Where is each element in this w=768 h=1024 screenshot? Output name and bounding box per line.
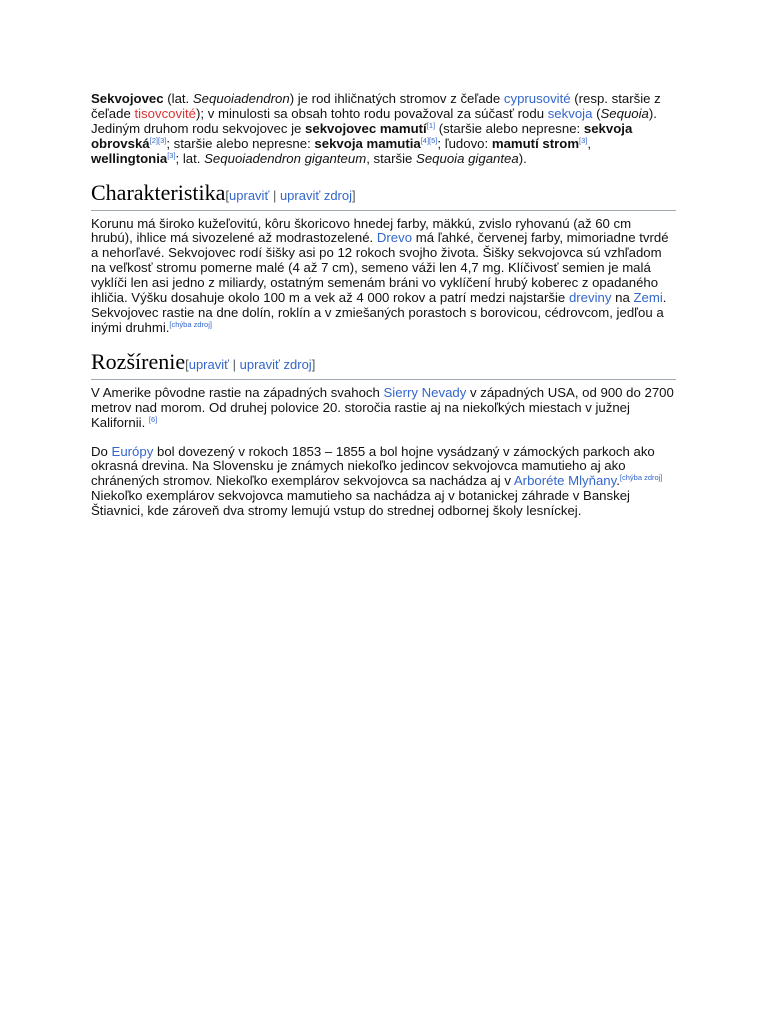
text: ; lat. [175, 150, 205, 166]
reference-link[interactable]: [3] [579, 135, 588, 145]
text: má ľahké, červenej farby, mimoriadne tvrdé a nehorľavé. Sekvojovec rodí šišky asi po 12 rokoch svojho života. Šišky sekvojovca sú vzhľadom na veľkosť stromu pomerne malé (4 až 7 cm), semeno váži len 4,7 mg. Klíčivosť semien je malá vyklíči len asi jedno z miliardy, ostatným semenám bráni vo vyklíčení hrubý koberec z opadaného ihličia. Výšku dosahuje okolo 100 m a vek až 4 000 rokov a patrí medzi najstaršie [91, 230, 669, 306]
reference-link[interactable]: [4][5] [420, 135, 438, 145]
latin-name: Sequoiadendron giganteum [204, 150, 367, 166]
reference-link[interactable]: [3] [167, 150, 176, 160]
separator: | [229, 356, 240, 372]
edit-link[interactable]: upraviť [229, 187, 270, 203]
citation-needed-link[interactable]: [chýba zdroj] [169, 319, 212, 329]
bracket: [ [225, 187, 230, 203]
link-zemi[interactable]: Zemi [633, 290, 663, 306]
link-europy[interactable]: Európy [111, 443, 154, 459]
species-name: wellingtonia [91, 150, 168, 166]
characteristics-paragraph [91, 217, 676, 336]
title-term: Sekvojovec [91, 91, 164, 106]
heading-text: Charakteristika [91, 179, 226, 205]
text: na [611, 290, 634, 306]
edit-section [185, 357, 315, 372]
latin-name: Sequoia gigantea [416, 150, 519, 166]
text: ; ľudovo: [437, 135, 492, 151]
text: (resp. staršie z čeľade [91, 91, 661, 121]
text: Niekoľko exemplárov sekvojovca mamutieho sa nachádza aj v botanickej záhrade v Banskej Štiavnici, kde zároveň dva stromy lemujú vstup do strednej odbornej školy lesníckej. [91, 488, 630, 519]
reference-link[interactable]: [1] [426, 120, 436, 130]
text: (staršie alebo nepresne: [435, 120, 584, 136]
reference-link[interactable]: [2][3] [149, 135, 167, 145]
distribution-paragraph-2 [91, 445, 676, 520]
bracket: ] [352, 187, 356, 203]
text: . [616, 473, 620, 489]
text: ) je rod ihličnatých stromov z čeľade [289, 91, 504, 106]
species-name: sekvojovec mamutí [305, 120, 427, 136]
text: ; staršie alebo nepresne: [166, 135, 315, 151]
edit-source-link[interactable]: upraviť zdroj [279, 187, 353, 203]
citation-needed-link[interactable]: [chýba zdroj] [619, 473, 663, 483]
edit-section [225, 188, 355, 203]
latin-name: Sequoiadendron [192, 91, 290, 106]
bracket: [ [185, 356, 189, 372]
link-cyprusovite[interactable]: cyprusovité [503, 91, 571, 106]
text: V Amerike pôvodne rastie na západných svahoch [91, 384, 384, 400]
text: bol dovezený v rokoch 1853 – 1855 a bol hojne vysádzaný v zámockých parkoch ako okrasná drevina. Na Slovensku je známych niekoľko jedincov sekvojovca mamutieho aj ako chránených stromov. Niekoľko exemplárov sekvojovca sa nachádza aj v [91, 443, 655, 489]
text: , [587, 135, 592, 151]
link-dreviny[interactable]: dreviny [568, 290, 612, 306]
species-name: sekvoja mamutia [314, 135, 421, 151]
text: (lat. [163, 91, 193, 106]
text: . Sekvojovec rastie na dne dolín, roklín a v zmiešaných porastoch s borovicou, cédrovcom, jedľou a inými druhmi. [91, 290, 667, 335]
link-arborete-mlynany[interactable]: Arboréte Mlyňany [513, 473, 617, 489]
latin-name: Sequoia [600, 105, 649, 121]
species-name: mamutí strom [491, 135, 580, 151]
separator: | [269, 187, 280, 203]
edit-source-link[interactable]: upraviť zdroj [239, 356, 312, 372]
text: ). Jediným druhom rodu sekvojovec je [91, 105, 657, 136]
species-name: sekvoja obrovská [91, 120, 633, 151]
text: ); v minulosti sa obsah tohto rodu považoval za súčasť rodu [196, 105, 548, 121]
link-drevo[interactable]: Drevo [376, 230, 413, 246]
link-tisovcovite[interactable]: tisovcovité [134, 105, 197, 121]
text: Korunu má široko kužeľovitú, kôru škoricovo hnedej farby, mäkkú, zvislo ryhovanú (až 60 cm hrubú), ihlice má sivozelené až modrastozelené. [91, 215, 632, 246]
text: , staršie [366, 150, 417, 166]
reference-link[interactable]: [6] [148, 414, 158, 424]
text: ( [592, 105, 601, 121]
heading-text: Rozšírenie [91, 348, 186, 374]
link-sekvoja[interactable]: sekvoja [547, 105, 593, 121]
text: Do [91, 443, 112, 459]
text: ). [518, 150, 527, 166]
article-body [91, 92, 676, 519]
intro-paragraph [91, 92, 676, 167]
section-heading-distribution [91, 350, 676, 380]
distribution-paragraph-1 [91, 386, 676, 431]
section-heading-characteristics [91, 181, 676, 211]
link-sierra-nevada[interactable]: Sierry Nevady [383, 384, 467, 400]
bracket: ] [311, 356, 316, 372]
edit-link[interactable]: upraviť [188, 356, 230, 372]
text: v západných USA, od 900 do 2700 metrov nad morom. Od druhej polovice 20. storočia rastie aj na niekoľkých miestach v južnej Kalifornii. [91, 384, 674, 430]
